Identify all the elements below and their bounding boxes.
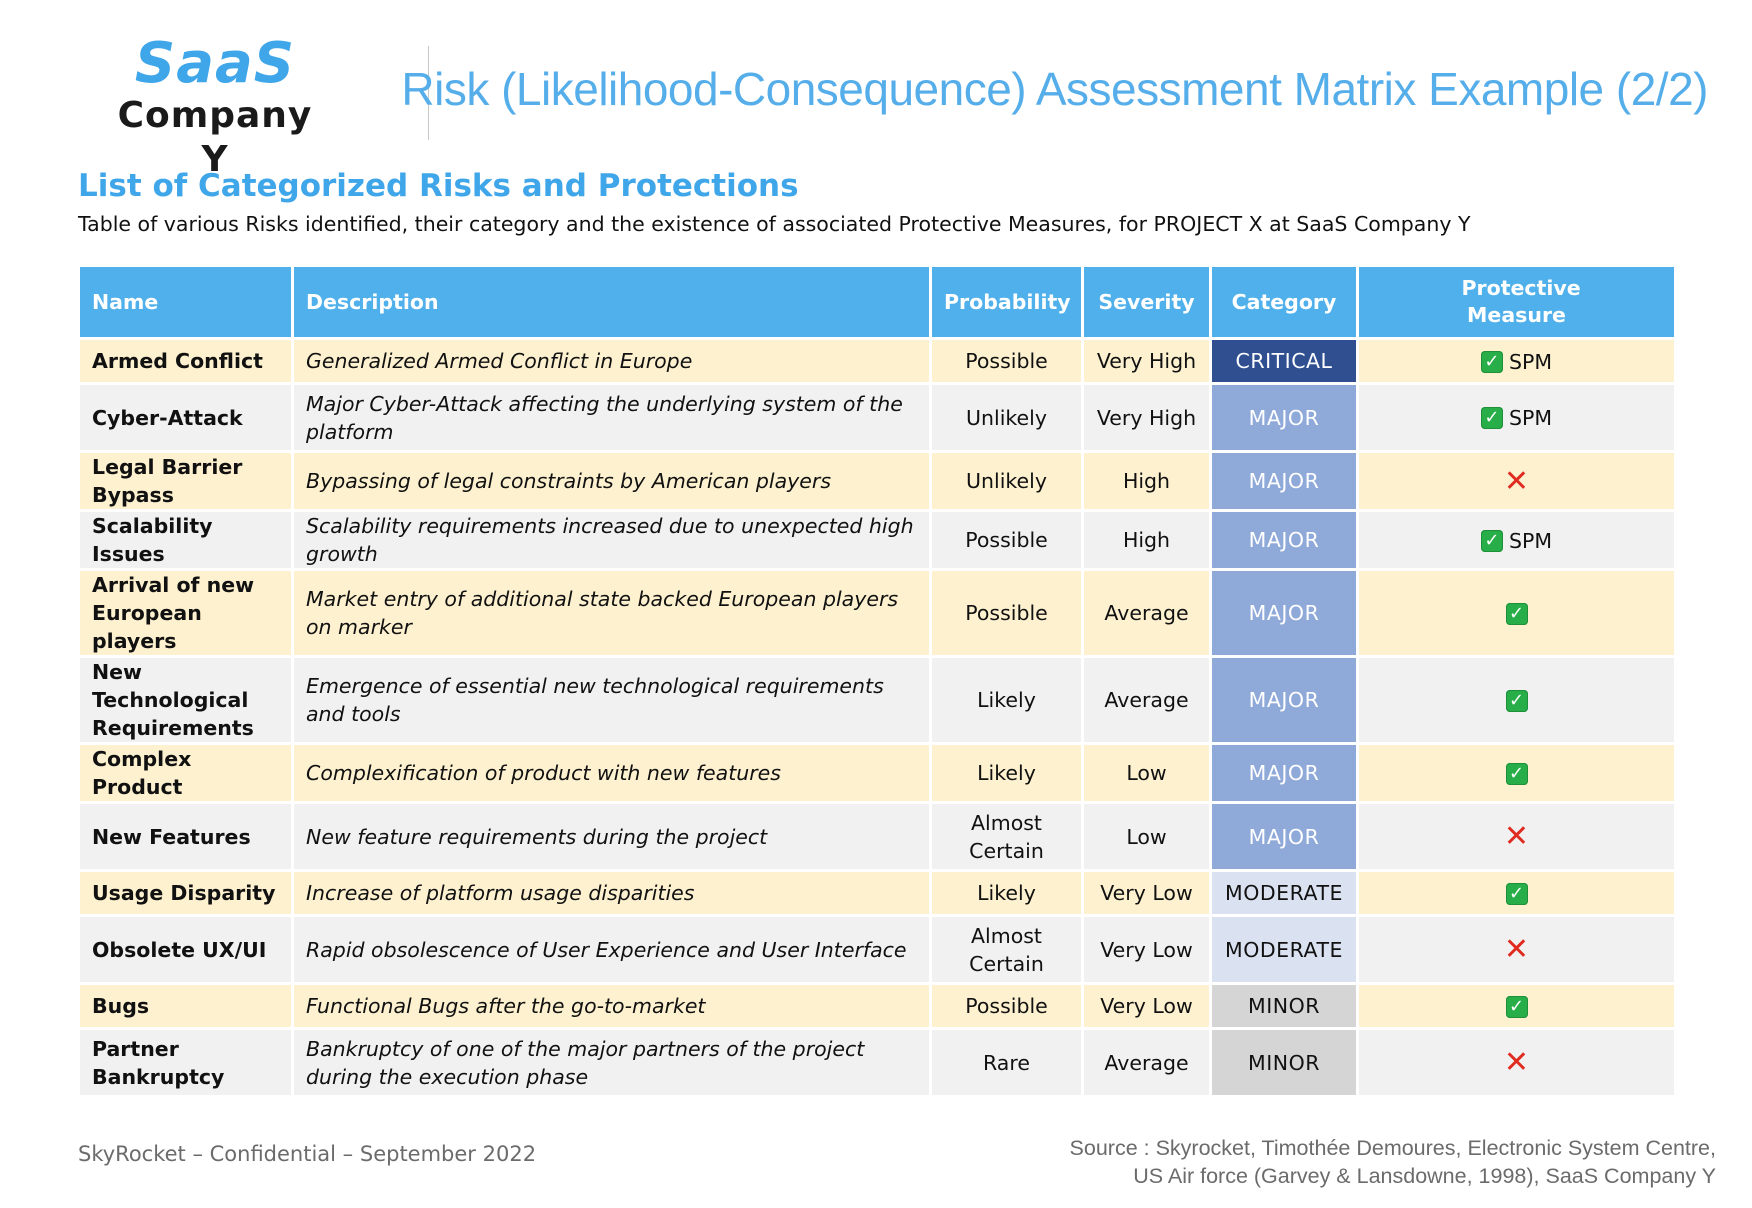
table-row <box>79 570 1676 657</box>
risk-probability-cell: Likely <box>931 744 1083 803</box>
risk-severity-cell: Average <box>1083 570 1211 657</box>
protective-measure-cell <box>1358 339 1676 384</box>
table-row <box>79 657 1676 744</box>
table-row <box>79 452 1676 511</box>
risk-category-cell: MAJOR <box>1211 744 1358 803</box>
risk-description-cell: New feature requirements during the project <box>293 803 931 871</box>
table-body <box>79 339 1676 1097</box>
header-protective-measure <box>1358 266 1676 339</box>
header-name: Name <box>79 266 293 339</box>
risk-category-cell: MINOR <box>1211 1029 1358 1097</box>
protective-measure-label: SPM <box>1508 406 1553 430</box>
logo-saas-text: SaaS <box>134 31 296 96</box>
footer-source-line2: US Air force (Garvey & Lansdowne, 1998), SaaS Company Y <box>1133 1164 1716 1188</box>
risk-severity-cell: Very Low <box>1083 916 1211 984</box>
risk-severity-cell: Low <box>1083 744 1211 803</box>
risk-probability-cell: Possible <box>931 570 1083 657</box>
cross-icon: ✕ <box>1503 932 1530 967</box>
risk-name-cell: Arrival of new European players <box>79 570 293 657</box>
risk-severity-cell: Average <box>1083 1029 1211 1097</box>
risk-probability-cell: Unlikely <box>931 384 1083 452</box>
risk-probability-cell: Rare <box>931 1029 1083 1097</box>
table-row <box>79 744 1676 803</box>
section-title: List of Categorized Risks and Protections <box>78 168 799 204</box>
protective-measure-cell <box>1358 871 1676 916</box>
table-row <box>79 984 1676 1029</box>
page-title: Risk (Likelihood-Consequence) Assessment Matrix Example (2/2) <box>401 63 1708 115</box>
risk-name-cell: New Features <box>79 803 293 871</box>
footer-source-line1: Source : Skyrocket, Timothée Demoures, Electronic System Centre, <box>1069 1136 1716 1160</box>
company-logo <box>100 31 330 182</box>
risk-category-cell: MAJOR <box>1211 384 1358 452</box>
risk-severity-cell: Low <box>1083 803 1211 871</box>
risk-category-cell: MODERATE <box>1211 871 1358 916</box>
risk-category-cell: MINOR <box>1211 984 1358 1029</box>
header-description: Description <box>293 266 931 339</box>
cross-icon: ✕ <box>1503 463 1530 499</box>
risk-description-cell: Bypassing of legal constraints by American players <box>293 452 931 511</box>
protective-measure-cell <box>1358 984 1676 1029</box>
table-header-row <box>79 266 1676 339</box>
footer-source <box>1070 1134 1716 1190</box>
check-icon: ✓ <box>1481 530 1503 552</box>
footer-confidential: SkyRocket – Confidential – September 2022 <box>78 1142 537 1166</box>
risk-severity-cell: Average <box>1083 657 1211 744</box>
risk-severity-cell: High <box>1083 452 1211 511</box>
risk-severity-cell: Very High <box>1083 339 1211 384</box>
table-row <box>79 803 1676 871</box>
table-row <box>79 511 1676 570</box>
cross-icon: ✕ <box>1503 1045 1530 1080</box>
protective-measure-label: SPM <box>1508 349 1553 374</box>
risk-description-cell: Scalability requirements increased due to unexpected high growth <box>293 511 931 570</box>
risk-category-cell: MAJOR <box>1211 657 1358 744</box>
risk-description-cell: Market entry of additional state backed European players on marker <box>293 570 931 657</box>
protective-measure-cell <box>1358 1029 1676 1097</box>
check-icon: ✓ <box>1506 996 1528 1018</box>
risk-probability-cell: Likely <box>931 871 1083 916</box>
risk-description-cell: Emergence of essential new technological requirements and tools <box>293 657 931 744</box>
header-protective-measure-label: Protective Measure <box>1461 276 1581 327</box>
risk-description-cell: Increase of platform usage disparities <box>293 871 931 916</box>
protective-measure-cell <box>1358 384 1676 452</box>
check-icon: ✓ <box>1506 883 1528 905</box>
risk-name-cell: Bugs <box>79 984 293 1029</box>
check-icon: ✓ <box>1506 763 1528 785</box>
risk-probability-cell: Almost Certain <box>931 916 1083 984</box>
risk-name-cell: New Technological Requirements <box>79 657 293 744</box>
risk-probability-cell: Possible <box>931 339 1083 384</box>
risk-name-cell: Partner Bankruptcy <box>79 1029 293 1097</box>
risk-probability-cell: Unlikely <box>931 452 1083 511</box>
risk-severity-cell: Very Low <box>1083 984 1211 1029</box>
check-icon: ✓ <box>1481 407 1503 429</box>
risk-category-cell: MODERATE <box>1211 916 1358 984</box>
check-icon: ✓ <box>1506 690 1528 712</box>
cross-icon: ✕ <box>1503 819 1530 854</box>
risk-category-cell: MAJOR <box>1211 511 1358 570</box>
risk-name-cell: Cyber-Attack <box>79 384 293 452</box>
protective-measure-cell <box>1358 511 1676 570</box>
header-severity: Severity <box>1083 266 1211 339</box>
table-row <box>79 871 1676 916</box>
risk-name-cell: Armed Conflict <box>79 339 293 384</box>
risk-probability-cell: Almost Certain <box>931 803 1083 871</box>
table-row <box>79 384 1676 452</box>
risk-category-cell: MAJOR <box>1211 570 1358 657</box>
risk-name-cell: Scalability Issues <box>79 511 293 570</box>
risk-severity-cell: Very Low <box>1083 871 1211 916</box>
risk-category-cell: CRITICAL <box>1211 339 1358 384</box>
section-subtitle: Table of various Risks identified, their category and the existence of associated Protective Measures, for PROJECT X at SaaS Company Y <box>78 212 1471 236</box>
risk-description-cell: Generalized Armed Conflict in Europe <box>293 339 931 384</box>
table-row <box>79 339 1676 384</box>
header-probability: Probability <box>931 266 1083 339</box>
risk-name-cell: Complex Product <box>79 744 293 803</box>
logo-company-text: Company Y <box>117 95 313 180</box>
risk-probability-cell: Possible <box>931 511 1083 570</box>
table-row <box>79 1029 1676 1097</box>
risk-category-cell: MAJOR <box>1211 452 1358 511</box>
risk-probability-cell: Possible <box>931 984 1083 1029</box>
protective-measure-cell <box>1358 744 1676 803</box>
protective-measure-cell <box>1358 657 1676 744</box>
protective-measure-cell <box>1358 916 1676 984</box>
risk-name-cell: Obsolete UX/UI <box>79 916 293 984</box>
risk-table <box>77 264 1677 1098</box>
risk-category-cell: MAJOR <box>1211 803 1358 871</box>
risk-description-cell: Complexification of product with new features <box>293 744 931 803</box>
protective-measure-cell <box>1358 570 1676 657</box>
protective-measure-cell <box>1358 803 1676 871</box>
risk-name-cell: Usage Disparity <box>79 871 293 916</box>
protective-measure-label: SPM <box>1508 528 1553 553</box>
risk-description-cell: Bankruptcy of one of the major partners of the project during the execution phase <box>293 1029 931 1097</box>
risk-severity-cell: High <box>1083 511 1211 570</box>
protective-measure-cell <box>1358 452 1676 511</box>
header-category: Category <box>1211 266 1358 339</box>
risk-description-cell: Rapid obsolescence of User Experience and User Interface <box>293 916 931 984</box>
table-row <box>79 916 1676 984</box>
risk-probability-cell: Likely <box>931 657 1083 744</box>
risk-description-cell: Major Cyber-Attack affecting the underlying system of the platform <box>293 384 931 452</box>
risk-severity-cell: Very High <box>1083 384 1211 452</box>
risk-description-cell: Functional Bugs after the go-to-market <box>293 984 931 1029</box>
check-icon: ✓ <box>1506 603 1528 625</box>
check-icon: ✓ <box>1481 351 1503 373</box>
risk-name-cell: Legal Barrier Bypass <box>79 452 293 511</box>
